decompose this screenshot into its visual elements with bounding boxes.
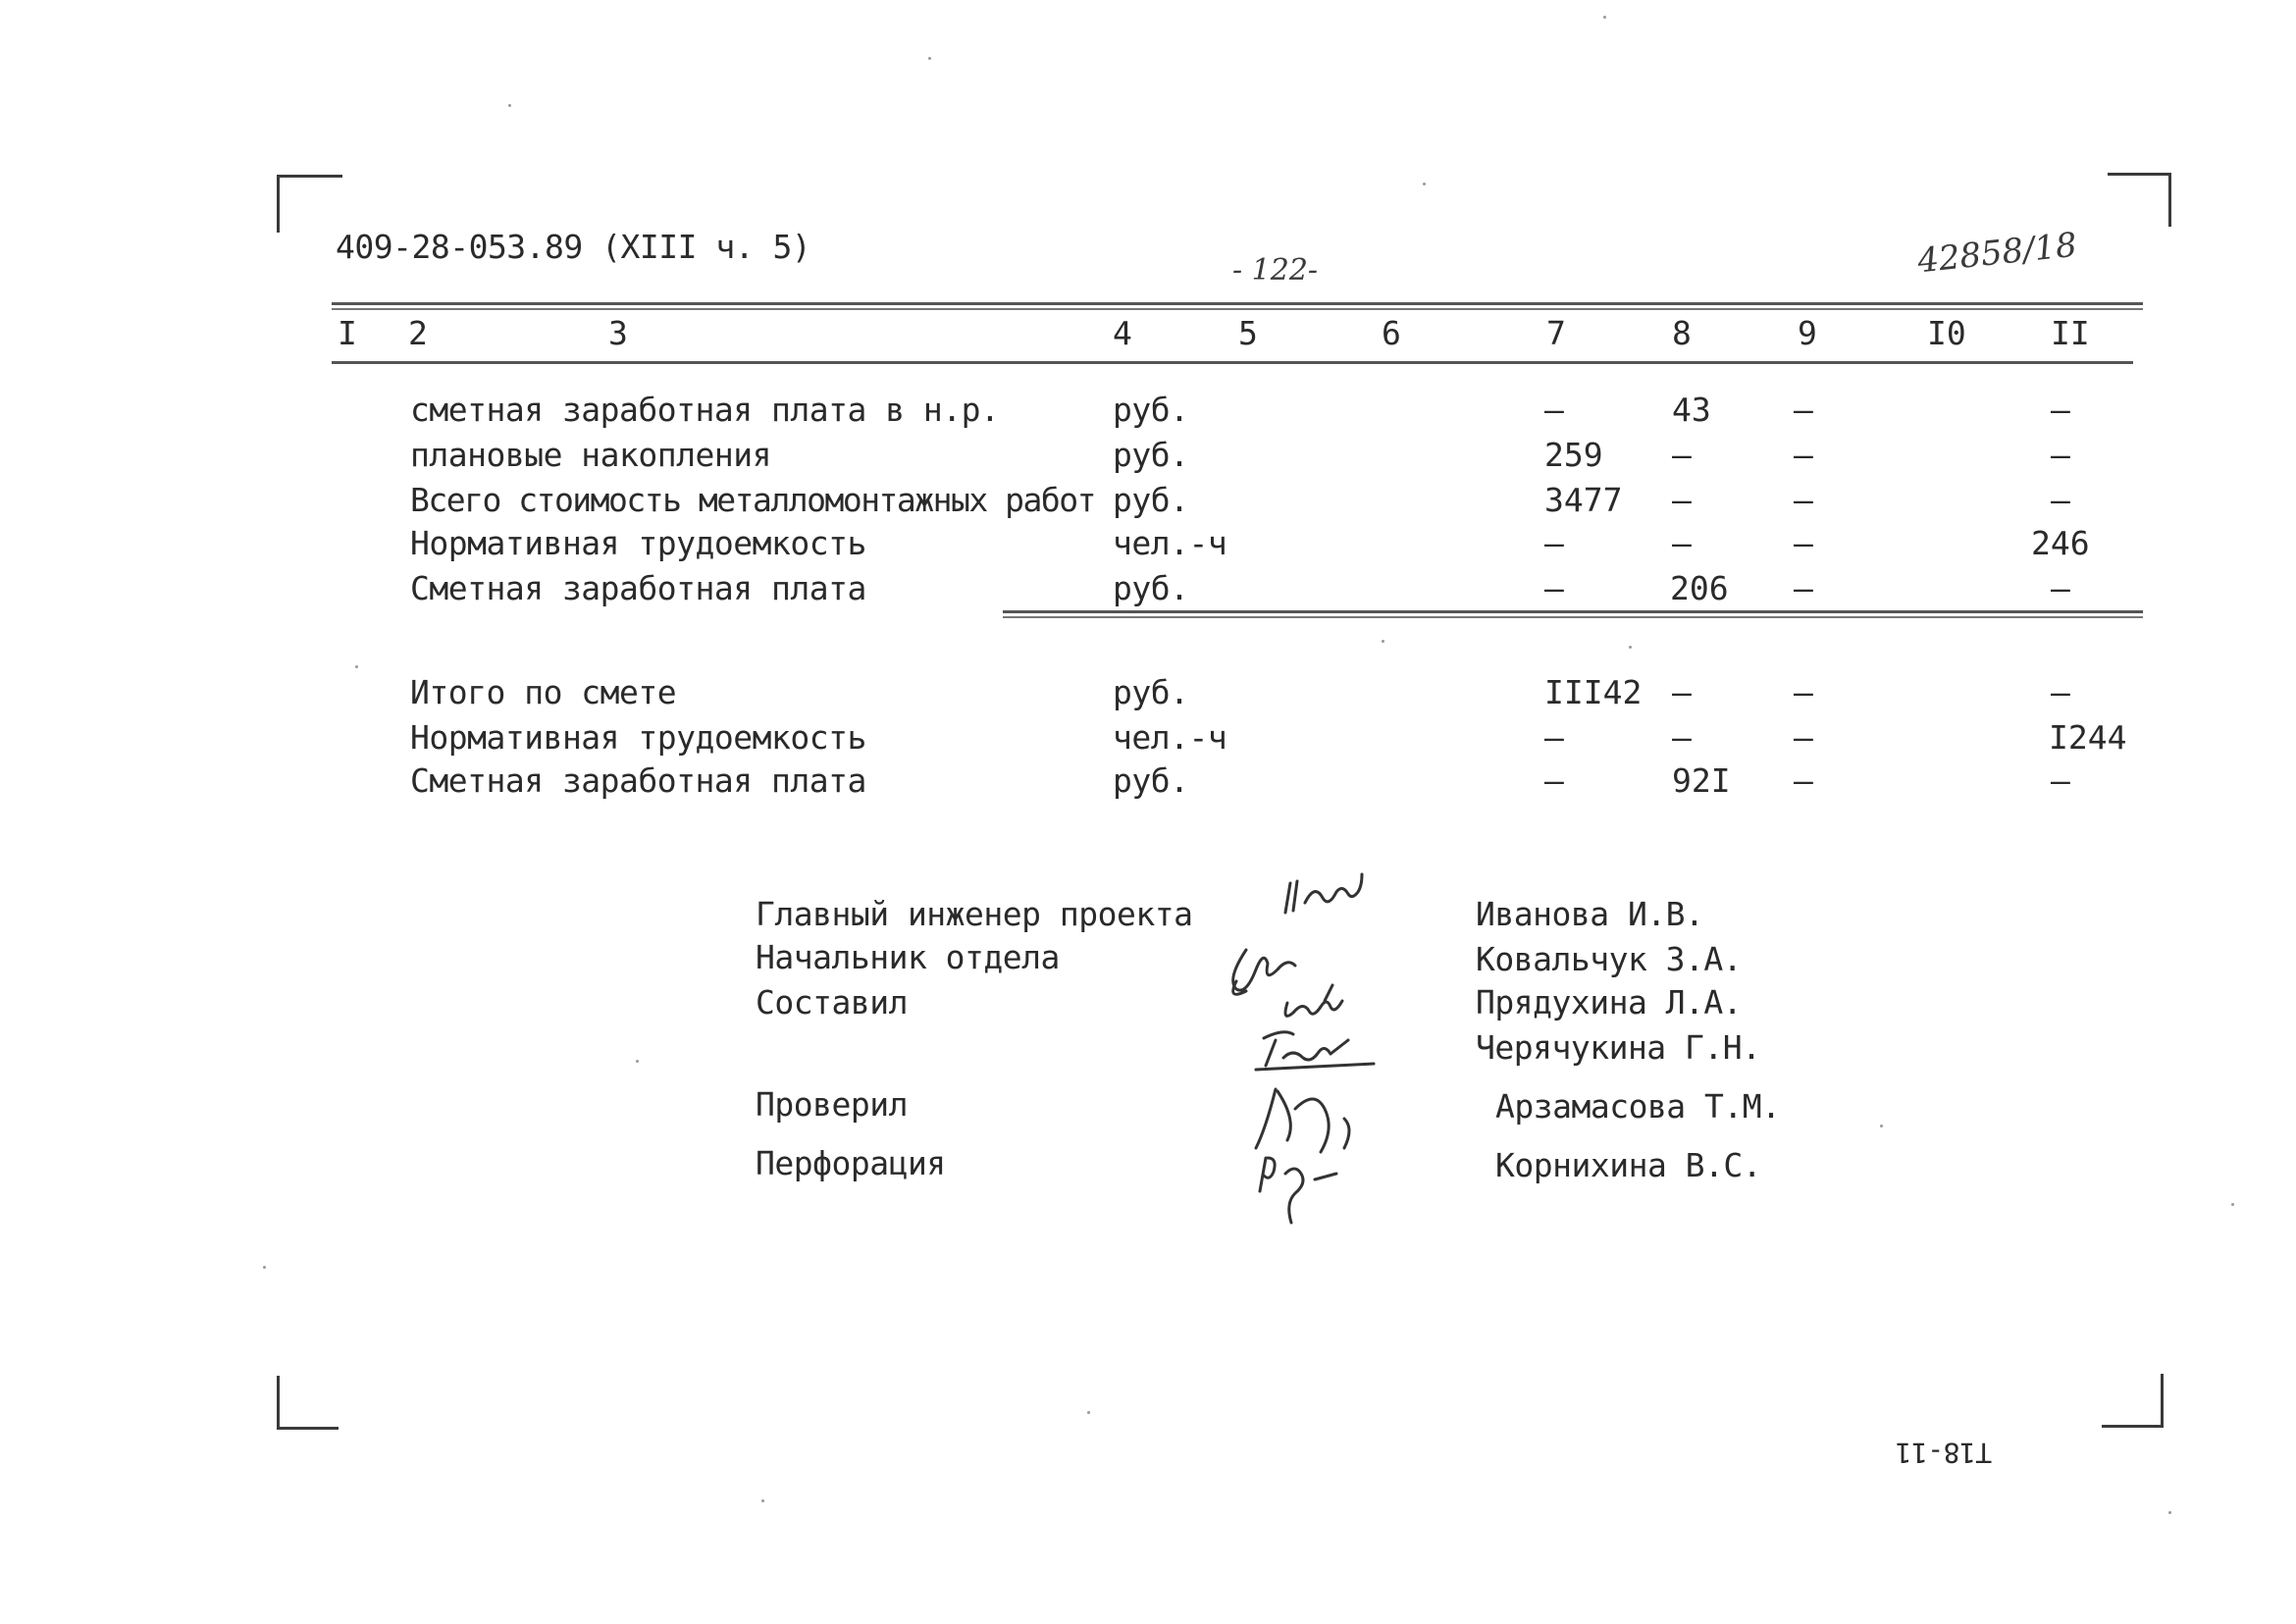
row-col9: – <box>1794 524 1813 562</box>
signature-role: Начальник отдела <box>756 938 1060 976</box>
row-col7: 259 <box>1544 436 1603 474</box>
signatory-name: Иванова И.В. <box>1476 895 1704 933</box>
scan-speck <box>1629 646 1632 649</box>
signature-role: Перфорация <box>756 1144 946 1182</box>
row-col9: – <box>1794 673 1813 711</box>
column-number-10: I0 <box>1927 314 1966 352</box>
header-rule-top <box>332 302 2143 305</box>
row-col11: – <box>2051 391 2070 429</box>
corner-mark-bottom-right <box>2102 1374 2164 1428</box>
scan-speck <box>1087 1411 1090 1414</box>
row-unit: чел.-ч <box>1113 718 1227 757</box>
column-number-3: 3 <box>608 314 628 352</box>
row-col8: – <box>1672 718 1692 757</box>
signature-pryadukhina <box>1285 985 1342 1016</box>
row-label: Нормативная трудоемкость <box>410 524 866 562</box>
signature-role: Проверил <box>756 1085 908 1124</box>
row-col11: I244 <box>2049 718 2127 757</box>
column-number-7: 7 <box>1546 314 1566 352</box>
signatory-name: Черячукина Г.Н. <box>1476 1028 1761 1067</box>
scan-speck <box>508 104 511 107</box>
signatory-name: Корнихина В.С. <box>1495 1146 1762 1184</box>
signature-role: Главный инженер проекта <box>756 895 1193 933</box>
row-unit: руб. <box>1113 569 1189 607</box>
column-number-2: 2 <box>408 314 428 352</box>
signature-kornikhina <box>1260 1158 1336 1223</box>
row-col8: 43 <box>1672 391 1711 429</box>
handwritten-reference: 42858/18 <box>1915 225 2079 282</box>
row-unit: руб. <box>1113 673 1189 711</box>
page-number: - 122- <box>1232 253 1319 288</box>
handwritten-signatures <box>1207 864 1423 1236</box>
row-unit: руб. <box>1113 391 1189 429</box>
row-col7: 3477 <box>1544 481 1623 519</box>
row-label: Всего стоимость металломонтажных работ <box>410 481 1095 519</box>
row-unit: руб. <box>1113 436 1189 474</box>
corner-mark-top-right <box>2108 173 2171 227</box>
row-col7: III42 <box>1544 673 1643 711</box>
row-col7: – <box>1544 761 1564 800</box>
row-label: Итого по смете <box>410 673 677 711</box>
row-col11: – <box>2051 436 2070 474</box>
row-col7: – <box>1544 524 1564 562</box>
signature-ivanova <box>1285 874 1362 913</box>
subtotal-rule-2 <box>1003 616 2143 618</box>
scan-speck <box>263 1266 266 1269</box>
row-col9: – <box>1794 718 1813 757</box>
corner-mark-top-left <box>277 175 342 233</box>
scan-speck <box>2231 1203 2234 1206</box>
scan-speck <box>761 1499 764 1502</box>
row-label: Нормативная трудоемкость <box>410 718 866 757</box>
signatory-name: Ковальчук З.А. <box>1476 940 1743 978</box>
document-code: 409-28-053.89 (XIII ч. 5) <box>336 228 811 266</box>
column-number-11: II <box>2051 314 2090 352</box>
row-col11: – <box>2051 761 2070 800</box>
signature-cheryachukina <box>1256 1032 1374 1070</box>
row-col9: – <box>1794 481 1813 519</box>
row-unit: чел.-ч <box>1113 524 1227 562</box>
scan-speck <box>1603 16 1606 19</box>
scan-speck <box>1382 640 1384 643</box>
column-number-9: 9 <box>1798 314 1817 352</box>
row-col11: – <box>2051 481 2070 519</box>
row-label: сметная заработная плата в н.р. <box>410 391 1000 429</box>
row-unit: руб. <box>1113 481 1189 519</box>
row-col8: – <box>1672 673 1692 711</box>
signatory-name: Прядухина Л.А. <box>1476 983 1743 1022</box>
signature-arzamasova <box>1256 1089 1349 1152</box>
row-col8: – <box>1672 436 1692 474</box>
row-col8: 206 <box>1670 569 1729 607</box>
scan-speck <box>636 1060 639 1063</box>
row-col8: – <box>1672 481 1692 519</box>
row-label: Сметная заработная плата <box>410 761 866 800</box>
footer-stamp: T18-11 <box>1896 1437 1993 1469</box>
scan-speck <box>1423 183 1426 185</box>
row-col11: – <box>2051 569 2070 607</box>
row-col7: – <box>1544 569 1564 607</box>
row-col7: – <box>1544 391 1564 429</box>
row-col8: 92I <box>1672 761 1731 800</box>
column-number-1: I <box>338 314 357 352</box>
row-unit: руб. <box>1113 761 1189 800</box>
row-col7: – <box>1544 718 1564 757</box>
signature-role: Составил <box>756 983 908 1022</box>
row-label: Сметная заработная плата <box>410 569 866 607</box>
column-number-5: 5 <box>1238 314 1258 352</box>
row-col8: – <box>1672 524 1692 562</box>
scan-speck <box>928 57 931 60</box>
signature-kovalchuk <box>1233 950 1295 994</box>
header-rule-top-2 <box>332 308 2143 310</box>
scan-speck <box>355 665 358 668</box>
row-col9: – <box>1794 436 1813 474</box>
row-col9: – <box>1794 569 1813 607</box>
subtotal-rule <box>1003 610 2143 613</box>
row-col11: 246 <box>2031 524 2090 562</box>
row-col9: – <box>1794 761 1813 800</box>
header-rule-bottom <box>332 361 2133 364</box>
scan-speck <box>2168 1511 2171 1514</box>
scan-speck <box>1880 1125 1883 1127</box>
row-label: плановые накопления <box>410 436 771 474</box>
signatory-name: Арзамасова Т.М. <box>1495 1087 1781 1126</box>
column-number-4: 4 <box>1113 314 1132 352</box>
column-number-6: 6 <box>1382 314 1401 352</box>
corner-mark-bottom-left <box>277 1376 339 1430</box>
row-col11: – <box>2051 673 2070 711</box>
column-number-8: 8 <box>1672 314 1692 352</box>
row-col9: – <box>1794 391 1813 429</box>
